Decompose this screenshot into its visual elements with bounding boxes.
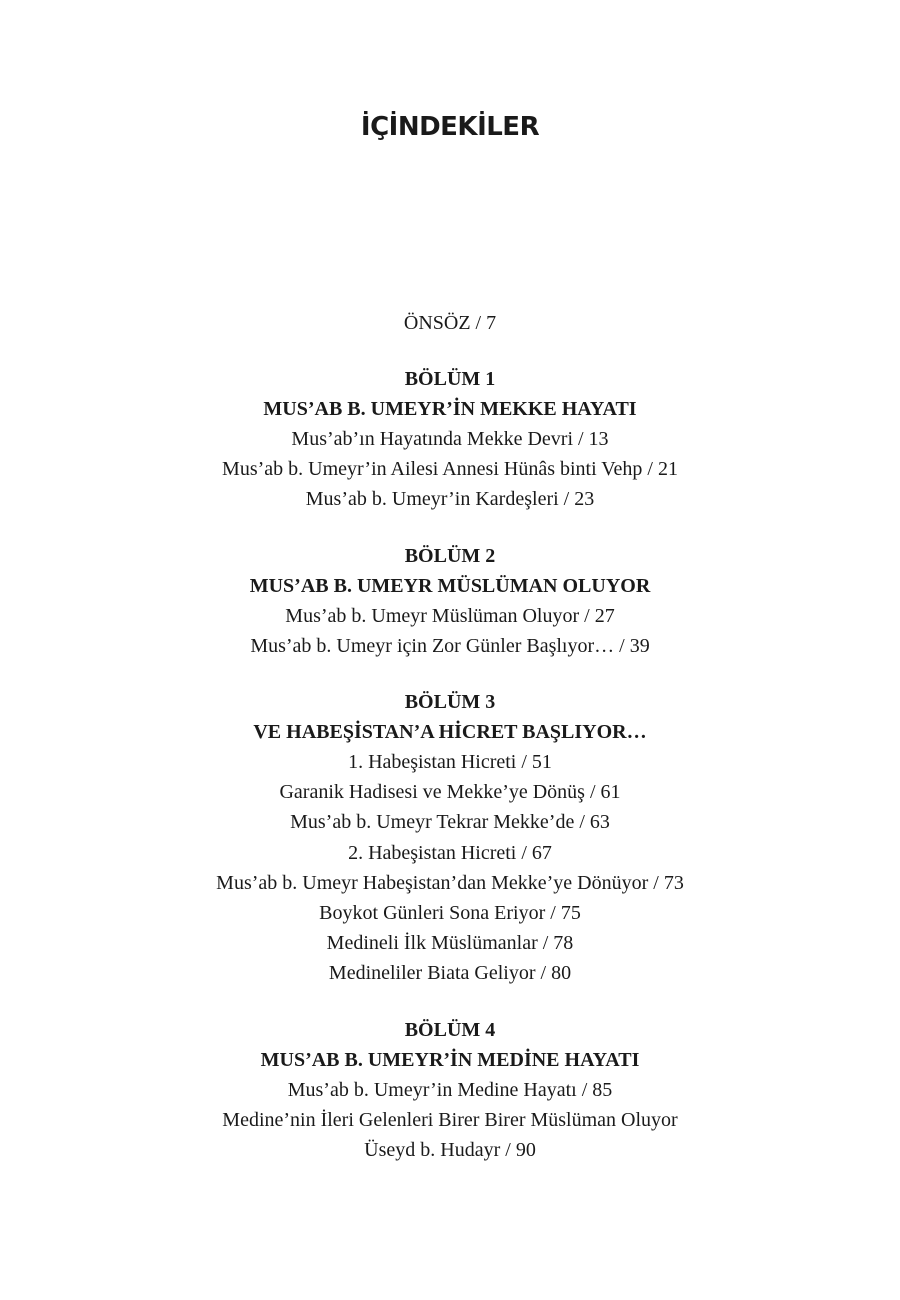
section-number: BÖLÜM 1 <box>404 368 496 390</box>
toc-entry: Mus’ab’ın Hayatında Mekke Devri / 13 <box>291 428 609 450</box>
section-number: BÖLÜM 2 <box>404 544 496 567</box>
toc-entry: Medine’nin İleri Gelenleri Birer Birer Müslüman Oluyor <box>222 1108 678 1131</box>
section-1 <box>0 364 900 515</box>
toc-entry: Garanik Hadisesi ve Mekke’ye Dönüş / 61 <box>279 781 621 804</box>
toc-entry: Mus’ab b. Umeyr’in Ailesi Annesi Hünâs binti Vehp / 21 <box>222 458 678 481</box>
section-4 <box>0 1015 900 1166</box>
toc-entry: Medineliler Biata Geliyor / 80 <box>328 962 572 985</box>
toc-entry: Mus’ab b. Umeyr’in Kardeşleri / 23 <box>305 488 595 511</box>
section-title: VE HABEŞİSTAN’A HİCRET BAŞLIYOR… <box>253 721 647 744</box>
section-3 <box>0 687 900 989</box>
toc-entry: Boykot Günleri Sona Eriyor / 75 <box>319 902 581 925</box>
toc-entry: 2. Habeşistan Hicreti / 67 <box>348 841 552 864</box>
toc-entry: Medineli İlk Müslümanlar / 78 <box>326 932 574 955</box>
section-number: BÖLÜM 3 <box>404 691 496 714</box>
toc-entry: Mus’ab b. Umeyr Müslüman Oluyor / 27 <box>285 604 615 627</box>
toc-entry: 1. Habeşistan Hicreti / 51 <box>348 751 552 774</box>
toc-entry: Üseyd b. Hudayr / 90 <box>364 1139 536 1162</box>
toc-entry: Mus’ab b. Umeyr Tekrar Mekke’de / 63 <box>290 811 610 834</box>
toc-entry: Mus’ab b. Umeyr için Zor Günler Başlıyor… / 39 <box>250 634 650 657</box>
table-of-contents <box>0 308 900 1191</box>
foreword-entry: ÖNSÖZ / 7 <box>403 312 497 334</box>
section-title: MUS’AB B. UMEYR’İN MEDİNE HAYATI <box>260 1048 640 1071</box>
page-title: İÇİNDEKİLER <box>360 112 540 142</box>
section-number: BÖLÜM 4 <box>404 1018 496 1041</box>
section-2 <box>0 541 900 661</box>
section-title: MUS’AB B. UMEYR’İN MEKKE HAYATI <box>263 398 637 420</box>
toc-entry: Mus’ab b. Umeyr Habeşistan’dan Mekke’ye Dönüyor / 73 <box>216 871 684 894</box>
section-title: MUS’AB B. UMEYR MÜSLÜMAN OLUYOR <box>249 574 651 597</box>
toc-entry: Mus’ab b. Umeyr’in Medine Hayatı / 85 <box>287 1078 613 1101</box>
